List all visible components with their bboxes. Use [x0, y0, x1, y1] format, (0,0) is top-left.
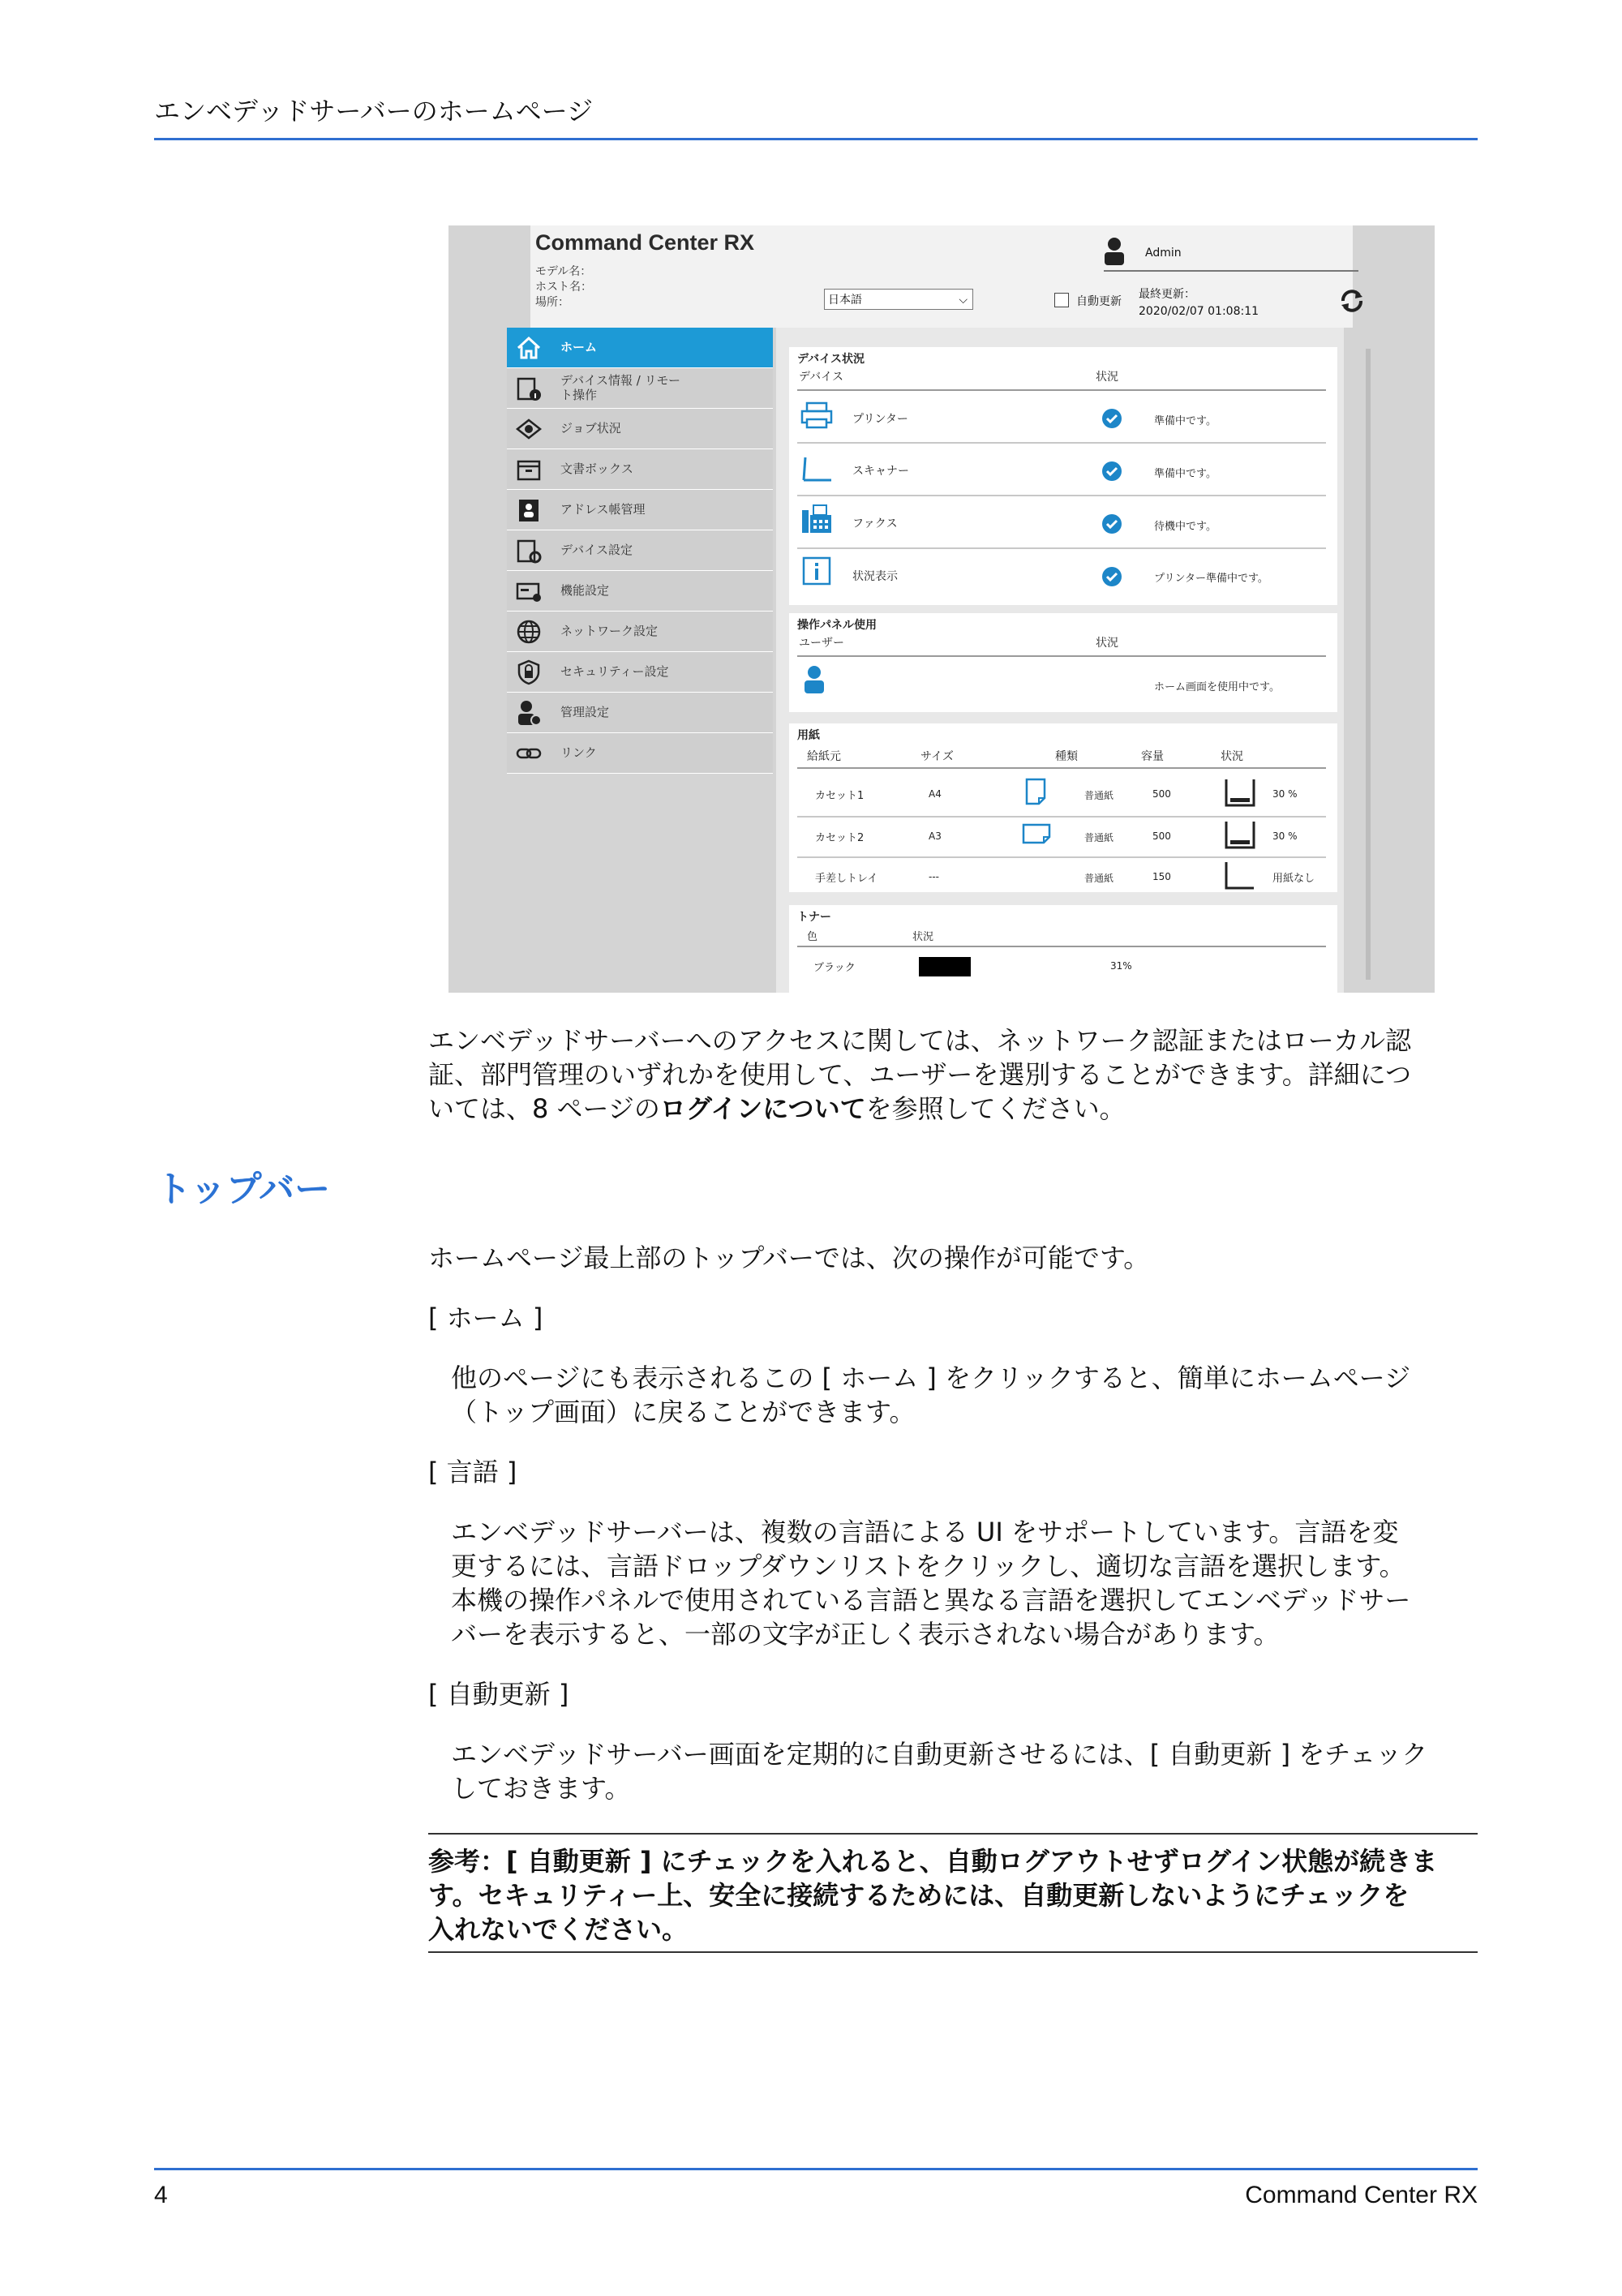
- device-settings-icon: [515, 537, 543, 564]
- page-header-title: エンベデッドサーバーのホームページ: [154, 96, 594, 127]
- paper-status: 用紙なし: [1272, 873, 1315, 885]
- paper-capacity: 150: [1152, 871, 1171, 882]
- item-home-title: [ ホーム ]: [428, 1302, 543, 1333]
- shield-icon: [515, 659, 543, 686]
- command-center-screenshot: [448, 225, 1435, 993]
- note-line: 参考：[ 自動更新 ] にチェックを入れると、自動ログアウトせずログイン状態が続きま: [428, 1846, 1438, 1877]
- paper-landscape-icon: [1021, 822, 1052, 845]
- paper-source: カセット2: [815, 832, 865, 844]
- paper-type: 普通紙: [1084, 790, 1114, 801]
- scanner-icon: [800, 453, 833, 485]
- sidebar-item-device-info[interactable]: [507, 368, 773, 409]
- home-icon: [515, 334, 543, 362]
- paper-size: A3: [929, 830, 942, 842]
- section-heading: トップバー: [156, 1169, 331, 1210]
- divider: [797, 495, 1326, 496]
- device-status: プリンター準備中です。: [1154, 573, 1268, 585]
- section-intro: ホームページ最上部のトップバーでは、次の操作が可能です。: [428, 1242, 1150, 1273]
- fax-icon: [800, 504, 833, 536]
- sidebar-item-label: 文書ボックス: [560, 461, 633, 476]
- divider: [797, 547, 1326, 549]
- device-info-icon: [515, 375, 543, 402]
- item-auto-refresh-desc: しておきます。: [451, 1773, 631, 1804]
- paper-capacity: 500: [1152, 830, 1171, 842]
- sidebar-item-admin-settings[interactable]: [507, 693, 773, 733]
- chevron-down-icon: ⌵: [959, 294, 968, 307]
- device-status-section: [789, 347, 1337, 605]
- item-language-desc: エンベデッドサーバーは、複数の言語による UI をサポートしています。言語を変: [451, 1517, 1399, 1547]
- section-title: デバイス状況: [797, 353, 865, 366]
- login-reference-link[interactable]: ログインについて: [659, 1093, 866, 1124]
- intro-line: 証、部門管理のいずれかを使用して、ユーザーを選別することができます。詳細につ: [428, 1059, 1412, 1090]
- header-rule: [154, 138, 1478, 140]
- paper-size: ---: [929, 871, 939, 882]
- printer-icon: [800, 401, 833, 431]
- item-home-desc: （トップ画面）に戻ることができます。: [451, 1397, 916, 1427]
- function-settings-icon: [515, 577, 543, 605]
- column-header: 状況: [912, 931, 934, 943]
- item-language-desc: バーを表示すると、一部の文字が正しく表示されない場合があります。: [451, 1619, 1280, 1650]
- divider: [797, 856, 1326, 858]
- divider: [797, 442, 1326, 444]
- sidebar-item-function-settings[interactable]: [507, 571, 773, 612]
- last-update-label: 最終更新：: [1139, 288, 1195, 301]
- sidebar-item-label: ホーム: [560, 340, 598, 354]
- sidebar-item-job-status[interactable]: [507, 409, 773, 449]
- location-label: 場所：: [535, 296, 569, 309]
- column-header: 容量: [1141, 750, 1164, 763]
- sidebar-item-label: 機能設定: [560, 583, 610, 598]
- intro-text: を参照してください。: [865, 1093, 1126, 1124]
- note-line: 入れないでください。: [428, 1914, 689, 1945]
- section-title: 用紙: [797, 729, 820, 742]
- sidebar-item-document-box[interactable]: [507, 449, 773, 490]
- sidebar-item-address-book[interactable]: [507, 490, 773, 530]
- check-icon: [1101, 566, 1122, 587]
- panel-usage-section: [789, 613, 1337, 712]
- page-number: 4: [154, 2182, 168, 2208]
- content-panel: [776, 328, 1344, 993]
- paper-source: カセット1: [815, 790, 865, 802]
- note-bottom-rule: [428, 1951, 1478, 1953]
- document-box-icon: [515, 456, 543, 483]
- item-language-desc: 本機の操作パネルで使用されている言語と異なる言語を選択してエンベデッドサー: [451, 1585, 1411, 1616]
- item-language-title: [ 言語 ]: [428, 1457, 517, 1487]
- device-status: 準備中です。: [1154, 415, 1216, 427]
- last-update-value: 2020/02/07 01:08:11: [1139, 305, 1259, 318]
- sidebar-item-link[interactable]: [507, 733, 773, 774]
- auto-refresh-label: 自動更新: [1076, 295, 1122, 308]
- link-icon: [515, 740, 543, 767]
- divider: [797, 946, 1326, 947]
- device-name: スキャナー: [852, 465, 909, 478]
- sidebar-item-security-settings[interactable]: [507, 652, 773, 693]
- paper-level-icon: [1224, 860, 1256, 891]
- paper-type: 普通紙: [1084, 832, 1114, 843]
- host-label: ホスト名：: [535, 281, 592, 294]
- column-header: 色: [807, 931, 818, 943]
- sidebar-item-label: リンク: [560, 745, 597, 760]
- column-header: ユーザー: [799, 637, 844, 650]
- user-icon: [804, 665, 825, 694]
- admin-settings-icon: [515, 699, 543, 727]
- address-book-icon: [515, 496, 543, 524]
- sidebar-item-home[interactable]: [507, 328, 773, 368]
- language-select[interactable]: [824, 289, 973, 310]
- refresh-icon[interactable]: [1338, 287, 1366, 315]
- sidebar-item-device-settings[interactable]: [507, 530, 773, 571]
- intro-text: いては、8 ページの: [428, 1093, 660, 1124]
- paper-status: 30 %: [1272, 830, 1298, 842]
- paper-type: 普通紙: [1084, 873, 1114, 884]
- model-label: モデル名：: [535, 265, 592, 278]
- admin-divider: [1104, 270, 1358, 272]
- toner-level-bar: [919, 957, 971, 976]
- divider: [797, 816, 1326, 818]
- paper-portrait-icon: [1024, 777, 1047, 806]
- device-name: 状況表示: [852, 570, 898, 583]
- paper-level-icon: [1224, 819, 1256, 850]
- section-title: トナー: [797, 911, 831, 924]
- note-line: す。セキュリティー上、安全に接続するためには、自動更新しないようにチェックを: [428, 1880, 1410, 1911]
- paper-level-icon: [1224, 777, 1256, 808]
- toner-section: [789, 905, 1337, 993]
- intro-line: エンベデッドサーバーへのアクセスに関しては、ネットワーク認証またはローカル認: [428, 1025, 1412, 1056]
- paper-size: A4: [929, 788, 942, 800]
- item-home-desc: 他のページにも表示されるこの [ ホーム ] をクリックすると、簡単にホームページ: [451, 1363, 1411, 1393]
- device-status: 待機中です。: [1154, 521, 1216, 533]
- user-icon: [1104, 237, 1125, 266]
- item-language-desc: 更するには、言語ドロップダウンリストをクリックし、適切な言語を選択します。: [451, 1551, 1405, 1581]
- intro-line: [428, 1092, 1126, 1126]
- top-bar: [530, 225, 1353, 328]
- footer-rule: [154, 2168, 1478, 2170]
- device-status: 準備中です。: [1154, 468, 1216, 480]
- sidebar: [507, 328, 773, 774]
- sidebar-item-label: デバイス設定: [560, 543, 633, 557]
- sidebar-item-label: ジョブ状況: [560, 421, 621, 436]
- note-top-rule: [428, 1833, 1478, 1835]
- column-header: 給紙元: [807, 750, 841, 763]
- column-header: 状況: [1096, 637, 1118, 650]
- section-title: 操作パネル使用: [797, 619, 877, 632]
- column-header: サイズ: [920, 750, 954, 763]
- sidebar-item-label-line2: ト操作: [560, 388, 598, 402]
- toner-level-text: 31%: [1110, 960, 1132, 972]
- paper-capacity: 500: [1152, 788, 1171, 800]
- eye-icon: [515, 415, 543, 443]
- column-header: デバイス: [799, 371, 844, 384]
- admin-name[interactable]: Admin: [1145, 247, 1182, 260]
- divider: [797, 767, 1326, 769]
- sidebar-item-label: ネットワーク設定: [560, 624, 659, 638]
- info-icon: [802, 556, 831, 586]
- check-icon: [1101, 513, 1122, 534]
- device-name: プリンター: [852, 413, 908, 426]
- app-title: Command Center RX: [535, 230, 755, 255]
- check-icon: [1101, 461, 1122, 482]
- divider: [797, 655, 1326, 657]
- language-select-value: 日本語: [828, 294, 862, 307]
- column-header: 状況: [1096, 371, 1118, 384]
- column-header: 種類: [1055, 750, 1078, 763]
- sidebar-item-label: アドレス帳管理: [560, 502, 646, 517]
- sidebar-item-label: セキュリティー設定: [560, 664, 669, 679]
- paper-section: [789, 723, 1337, 892]
- scrollbar[interactable]: [1366, 349, 1371, 980]
- check-icon: [1101, 408, 1122, 429]
- footer-title: Command Center RX: [1245, 2182, 1478, 2208]
- device-name: ファクス: [852, 517, 898, 530]
- paper-source: 手差しトレイ: [815, 873, 878, 885]
- item-auto-refresh-desc: エンベデッドサーバー画面を定期的に自動更新させるには、[ 自動更新 ] をチェック: [451, 1739, 1428, 1770]
- sidebar-item-label-line1: デバイス情報 / リモー: [560, 373, 680, 388]
- divider: [797, 389, 1326, 391]
- sidebar-item-label: 管理設定: [560, 705, 610, 719]
- column-header: 状況: [1221, 750, 1243, 763]
- globe-icon: [515, 618, 543, 646]
- sidebar-item-network-settings[interactable]: [507, 612, 773, 652]
- toner-color: ブラック: [813, 962, 856, 974]
- panel-usage-status: ホーム画面を使用中です。: [1154, 681, 1280, 693]
- paper-status: 30 %: [1272, 788, 1298, 800]
- auto-refresh-checkbox[interactable]: [1054, 293, 1069, 307]
- item-auto-refresh-title: [ 自動更新 ]: [428, 1679, 569, 1710]
